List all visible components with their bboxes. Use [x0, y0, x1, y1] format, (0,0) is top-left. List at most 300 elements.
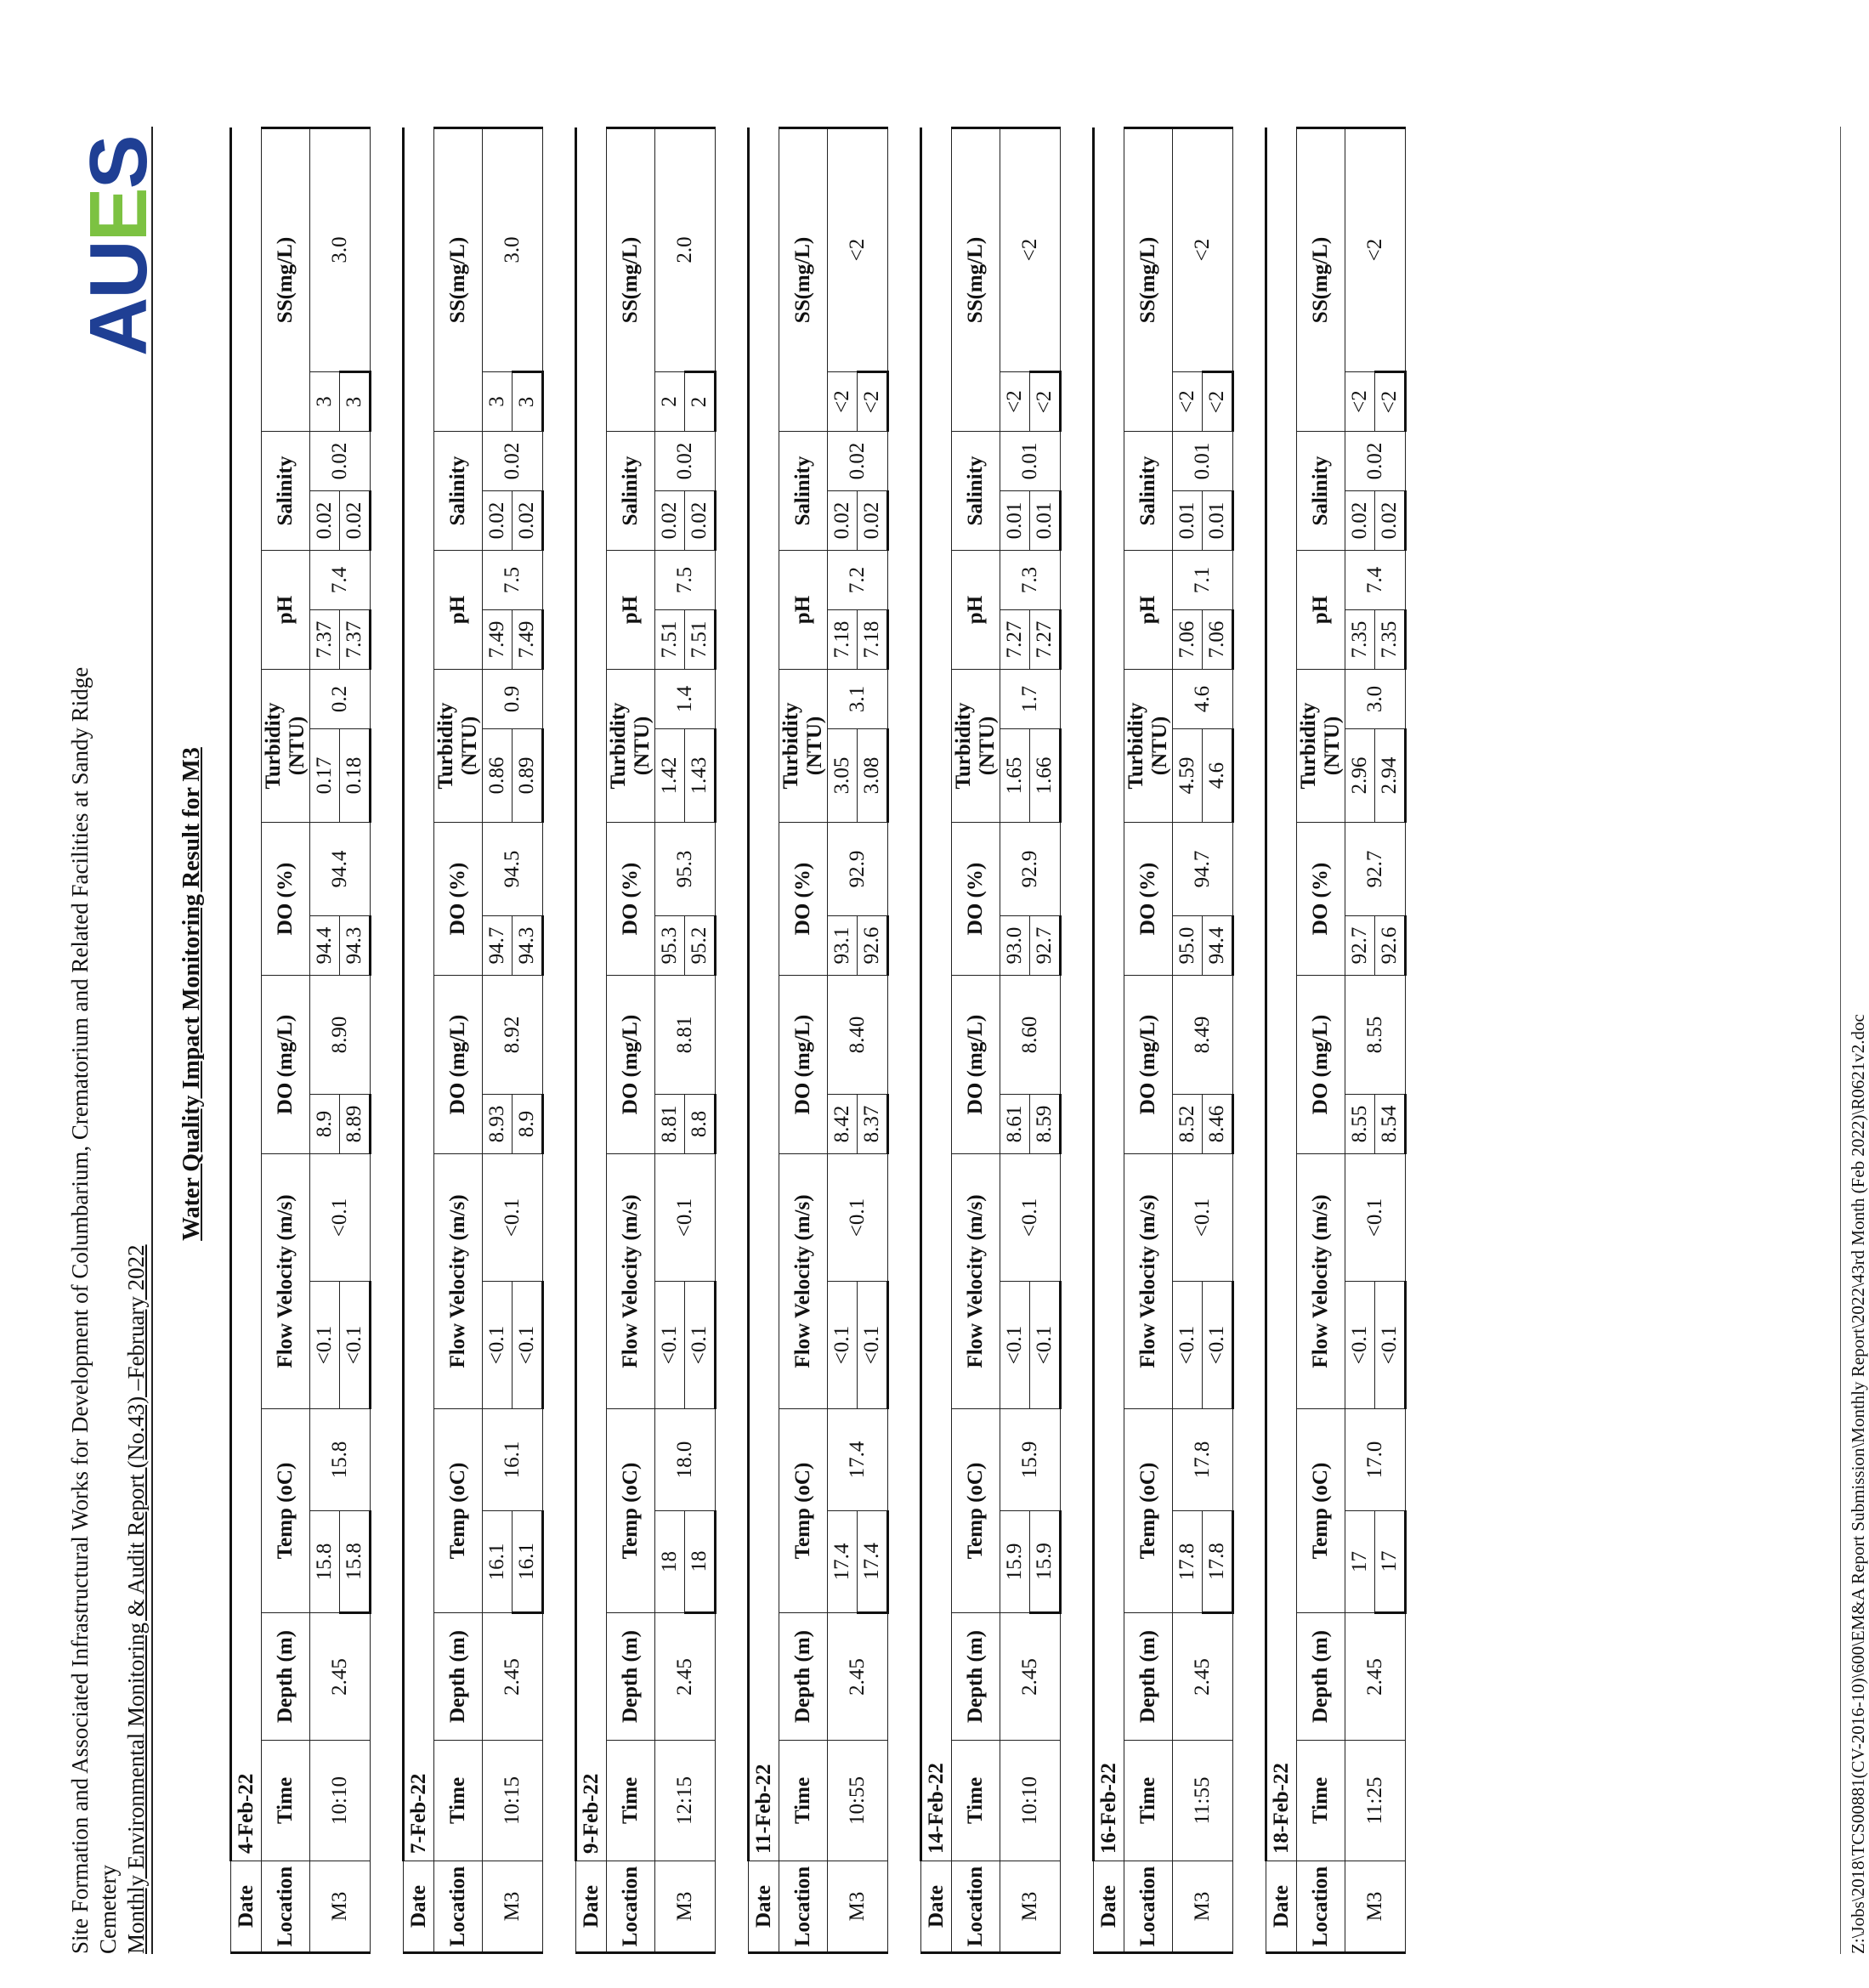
- temp-average: 18.0: [655, 1409, 716, 1511]
- do-mg-header: DO (mg/L): [779, 976, 828, 1154]
- ph-reading-1: 7.06: [1173, 610, 1203, 670]
- turbidity-reading-1: 0.86: [483, 729, 513, 823]
- ph-reading-2: 7.27: [1030, 610, 1061, 670]
- flow-average: <0.1: [483, 1154, 543, 1282]
- location-header: Location: [434, 1861, 483, 1953]
- do-pct-average: 95.3: [655, 823, 716, 916]
- do-pct-reading-2: 92.7: [1030, 916, 1061, 976]
- temp-header: Temp (oC): [1124, 1409, 1173, 1613]
- salinity-reading-2: 0.02: [685, 491, 716, 551]
- temp-reading-2: 15.9: [1030, 1511, 1061, 1613]
- depth-header: Depth (m): [1297, 1613, 1345, 1741]
- do-pct-reading-1: 93.0: [1000, 916, 1030, 976]
- salinity-average: 0.02: [828, 432, 888, 491]
- salinity-reading-1: 0.02: [828, 491, 858, 551]
- time-value: 11:55: [1173, 1741, 1233, 1861]
- do-pct-reading-2: 94.4: [1203, 916, 1233, 976]
- location-header: Location: [607, 1861, 655, 1953]
- salinity-average: 0.02: [483, 432, 543, 491]
- turbidity-header: Turbidity (NTU): [1124, 670, 1173, 823]
- do-mg-reading-2: 8.89: [340, 1095, 371, 1154]
- temp-average: 17.0: [1345, 1409, 1406, 1511]
- do-pct-reading-2: 92.6: [858, 916, 888, 976]
- do-mg-reading-2: 8.37: [858, 1095, 888, 1154]
- salinity-reading-1: 0.01: [1173, 491, 1203, 551]
- logo-letter-e: E: [73, 189, 164, 242]
- ph-average: 7.1: [1173, 551, 1233, 610]
- ss-reading-1: <2: [828, 372, 858, 432]
- do-mg-reading-1: 8.61: [1000, 1095, 1030, 1154]
- monitoring-table: [402, 127, 544, 1954]
- turbidity-average: 3.0: [1345, 670, 1406, 729]
- time-header: Time: [607, 1741, 655, 1861]
- salinity-reading-1: 0.02: [483, 491, 513, 551]
- do-pct-average: 94.4: [310, 823, 371, 916]
- do-mg-reading-1: 8.93: [483, 1095, 513, 1154]
- ss-reading-1: 3: [483, 372, 513, 432]
- turbidity-reading-1: 0.17: [310, 729, 340, 823]
- ph-header: pH: [779, 551, 828, 670]
- flow-average: <0.1: [1173, 1154, 1233, 1282]
- date-value: 7-Feb-22: [404, 128, 434, 1861]
- ss-reading-2: <2: [1203, 372, 1233, 432]
- temp-reading-2: 17.8: [1203, 1511, 1233, 1613]
- ph-reading-1: 7.35: [1345, 610, 1375, 670]
- time-value: 10:10: [310, 1741, 371, 1861]
- temp-reading-2: 18: [685, 1511, 716, 1613]
- time-value: 10:15: [483, 1741, 543, 1861]
- depth-value: 2.45: [1345, 1613, 1406, 1741]
- do-mg-average: 8.55: [1345, 976, 1406, 1095]
- ss-average: <2: [1173, 128, 1233, 372]
- do-pct-header: DO (%): [262, 823, 310, 976]
- flow-reading-2: <0.1: [513, 1282, 543, 1409]
- turbidity-reading-1: 4.59: [1173, 729, 1203, 823]
- flow-header: Flow Velocity (m/s): [779, 1154, 828, 1409]
- ph-reading-2: 7.37: [340, 610, 371, 670]
- monitoring-table: [575, 127, 716, 1954]
- turbidity-header: Turbidity (NTU): [1297, 670, 1345, 823]
- ph-header: pH: [1297, 551, 1345, 670]
- salinity-header: Salinity: [262, 432, 310, 551]
- turbidity-average: 1.7: [1000, 670, 1061, 729]
- flow-reading-1: <0.1: [483, 1282, 513, 1409]
- depth-header: Depth (m): [779, 1613, 828, 1741]
- location-header: Location: [1124, 1861, 1173, 1953]
- ph-reading-1: 7.27: [1000, 610, 1030, 670]
- turbidity-reading-2: 0.18: [340, 729, 371, 823]
- do-mg-header: DO (mg/L): [952, 976, 1000, 1154]
- do-mg-reading-2: 8.46: [1203, 1095, 1233, 1154]
- ss-header: SS(mg/L): [607, 128, 655, 432]
- depth-value: 2.45: [483, 1613, 543, 1741]
- logo-letter-u: U: [73, 241, 164, 299]
- temp-average: 15.8: [310, 1409, 371, 1511]
- ss-reading-2: <2: [1375, 372, 1406, 432]
- time-header: Time: [1297, 1741, 1345, 1861]
- ph-average: 7.4: [1345, 551, 1406, 610]
- do-pct-reading-1: 95.0: [1173, 916, 1203, 976]
- flow-header: Flow Velocity (m/s): [434, 1154, 483, 1409]
- location-value: M3: [655, 1861, 716, 1953]
- do-mg-header: DO (mg/L): [262, 976, 310, 1154]
- salinity-reading-1: 0.02: [310, 491, 340, 551]
- flow-reading-1: <0.1: [655, 1282, 685, 1409]
- ss-reading-2: 2: [685, 372, 716, 432]
- salinity-average: 0.02: [1345, 432, 1406, 491]
- turbidity-average: 0.9: [483, 670, 543, 729]
- time-header: Time: [1124, 1741, 1173, 1861]
- location-value: M3: [1173, 1861, 1233, 1953]
- location-header: Location: [1297, 1861, 1345, 1953]
- do-pct-reading-1: 95.3: [655, 916, 685, 976]
- do-mg-average: 8.81: [655, 976, 716, 1095]
- ss-header: SS(mg/L): [434, 128, 483, 432]
- ss-average: <2: [1345, 128, 1406, 372]
- do-pct-average: 92.7: [1345, 823, 1406, 916]
- ss-average: 3.0: [483, 128, 543, 372]
- salinity-average: 0.02: [655, 432, 716, 491]
- depth-value: 2.45: [828, 1613, 888, 1741]
- ph-average: 7.3: [1000, 551, 1061, 610]
- date-value: 4-Feb-22: [231, 128, 262, 1861]
- ph-reading-1: 7.37: [310, 610, 340, 670]
- do-pct-header: DO (%): [1297, 823, 1345, 976]
- location-value: M3: [483, 1861, 543, 1953]
- flow-reading-2: <0.1: [1203, 1282, 1233, 1409]
- date-value: 16-Feb-22: [1094, 128, 1124, 1861]
- depth-value: 2.45: [655, 1613, 716, 1741]
- date-label: Date: [576, 1861, 607, 1953]
- ss-average: 2.0: [655, 128, 716, 372]
- depth-header: Depth (m): [434, 1613, 483, 1741]
- turbidity-reading-2: 1.43: [685, 729, 716, 823]
- monitoring-tables: [229, 127, 1437, 1954]
- do-mg-average: 8.90: [310, 976, 371, 1095]
- flow-reading-2: <0.1: [1375, 1282, 1406, 1409]
- turbidity-average: 4.6: [1173, 670, 1233, 729]
- date-label: Date: [231, 1861, 262, 1953]
- temp-average: 15.9: [1000, 1409, 1061, 1511]
- footer: [1840, 127, 1869, 1954]
- monitoring-table: [229, 127, 371, 1954]
- location-header: Location: [262, 1861, 310, 1953]
- salinity-header: Salinity: [779, 432, 828, 551]
- do-pct-reading-1: 92.7: [1345, 916, 1375, 976]
- date-label: Date: [921, 1861, 952, 1953]
- ss-reading-2: 3: [513, 372, 543, 432]
- location-value: M3: [1000, 1861, 1061, 1953]
- salinity-reading-2: 0.01: [1030, 491, 1061, 551]
- do-mg-header: DO (mg/L): [434, 976, 483, 1154]
- ph-header: pH: [434, 551, 483, 670]
- do-mg-reading-1: 8.52: [1173, 1095, 1203, 1154]
- ph-average: 7.2: [828, 551, 888, 610]
- temp-average: 17.4: [828, 1409, 888, 1511]
- do-mg-reading-1: 8.9: [310, 1095, 340, 1154]
- temp-reading-2: 17.4: [858, 1511, 888, 1613]
- do-pct-average: 92.9: [1000, 823, 1061, 916]
- date-value: 18-Feb-22: [1266, 128, 1297, 1861]
- footer-file-path: Z:\Jobs\2018\TCS00881(CV-2016-10)\600\EM&A Report Submission\Monthly Report\2022\43rd Month (Feb 2022)\R0621v2.doc: [1848, 1014, 1868, 1954]
- flow-header: Flow Velocity (m/s): [262, 1154, 310, 1409]
- ss-reading-2: <2: [1030, 372, 1061, 432]
- turbidity-average: 1.4: [655, 670, 716, 729]
- date-label: Date: [749, 1861, 779, 1953]
- ss-reading-1: <2: [1173, 372, 1203, 432]
- do-pct-header: DO (%): [607, 823, 655, 976]
- depth-header: Depth (m): [952, 1613, 1000, 1741]
- monitoring-table: [747, 127, 889, 1954]
- turbidity-reading-2: 0.89: [513, 729, 543, 823]
- flow-reading-2: <0.1: [685, 1282, 716, 1409]
- turbidity-header: Turbidity (NTU): [607, 670, 655, 823]
- turbidity-reading-1: 1.65: [1000, 729, 1030, 823]
- flow-reading-2: <0.1: [340, 1282, 371, 1409]
- temp-header: Temp (oC): [952, 1409, 1000, 1613]
- temp-reading-1: 16.1: [483, 1511, 513, 1613]
- ph-reading-1: 7.18: [828, 610, 858, 670]
- page-title: Water Quality Impact Monitoring Result for M3: [178, 747, 205, 1241]
- turbidity-reading-1: 2.96: [1345, 729, 1375, 823]
- ss-reading-1: <2: [1000, 372, 1030, 432]
- date-label: Date: [404, 1861, 434, 1953]
- flow-reading-2: <0.1: [858, 1282, 888, 1409]
- ph-header: pH: [1124, 551, 1173, 670]
- ph-average: 7.5: [655, 551, 716, 610]
- turbidity-header: Turbidity (NTU): [779, 670, 828, 823]
- do-mg-average: 8.49: [1173, 976, 1233, 1095]
- temp-header: Temp (oC): [262, 1409, 310, 1613]
- salinity-reading-2: 0.02: [1375, 491, 1406, 551]
- salinity-average: 0.02: [310, 432, 371, 491]
- date-label: Date: [1094, 1861, 1124, 1953]
- flow-header: Flow Velocity (m/s): [607, 1154, 655, 1409]
- header-rule: [151, 127, 153, 1954]
- time-header: Time: [434, 1741, 483, 1861]
- monitoring-table: [920, 127, 1062, 1954]
- salinity-header: Salinity: [1124, 432, 1173, 551]
- temp-header: Temp (oC): [1297, 1409, 1345, 1613]
- ph-reading-2: 7.51: [685, 610, 716, 670]
- depth-value: 2.45: [1000, 1613, 1061, 1741]
- time-header: Time: [262, 1741, 310, 1861]
- flow-reading-1: <0.1: [310, 1282, 340, 1409]
- location-value: M3: [310, 1861, 371, 1953]
- do-pct-average: 94.7: [1173, 823, 1233, 916]
- depth-value: 2.45: [310, 1613, 371, 1741]
- do-mg-header: DO (mg/L): [1124, 976, 1173, 1154]
- do-pct-header: DO (%): [434, 823, 483, 976]
- flow-header: Flow Velocity (m/s): [1297, 1154, 1345, 1409]
- ss-reading-2: <2: [858, 372, 888, 432]
- depth-header: Depth (m): [262, 1613, 310, 1741]
- salinity-header: Salinity: [952, 432, 1000, 551]
- time-value: 12:15: [655, 1741, 716, 1861]
- do-mg-reading-1: 8.55: [1345, 1095, 1375, 1154]
- do-pct-reading-2: 92.6: [1375, 916, 1406, 976]
- turbidity-average: 0.2: [310, 670, 371, 729]
- do-mg-average: 8.40: [828, 976, 888, 1095]
- salinity-header: Salinity: [1297, 432, 1345, 551]
- flow-header: Flow Velocity (m/s): [1124, 1154, 1173, 1409]
- temp-reading-2: 17: [1375, 1511, 1406, 1613]
- depth-value: 2.45: [1173, 1613, 1233, 1741]
- flow-reading-1: <0.1: [1000, 1282, 1030, 1409]
- flow-average: <0.1: [655, 1154, 716, 1282]
- do-pct-reading-2: 94.3: [340, 916, 371, 976]
- ss-header: SS(mg/L): [262, 128, 310, 432]
- turbidity-header: Turbidity (NTU): [952, 670, 1000, 823]
- date-value: 9-Feb-22: [576, 128, 607, 1861]
- do-pct-average: 94.5: [483, 823, 543, 916]
- salinity-average: 0.01: [1000, 432, 1061, 491]
- ph-header: pH: [607, 551, 655, 670]
- do-pct-reading-2: 95.2: [685, 916, 716, 976]
- do-mg-reading-2: 8.54: [1375, 1095, 1406, 1154]
- turbidity-reading-1: 1.42: [655, 729, 685, 823]
- turbidity-reading-2: 2.94: [1375, 729, 1406, 823]
- turbidity-header: Turbidity (NTU): [434, 670, 483, 823]
- salinity-reading-1: 0.02: [655, 491, 685, 551]
- location-value: M3: [828, 1861, 888, 1953]
- do-mg-reading-1: 8.81: [655, 1095, 685, 1154]
- ss-header: SS(mg/L): [779, 128, 828, 432]
- time-value: 10:10: [1000, 1741, 1061, 1861]
- temp-header: Temp (oC): [779, 1409, 828, 1613]
- ph-header: pH: [952, 551, 1000, 670]
- flow-average: <0.1: [1345, 1154, 1406, 1282]
- ss-header: SS(mg/L): [1124, 128, 1173, 432]
- salinity-reading-2: 0.02: [513, 491, 543, 551]
- flow-reading-1: <0.1: [828, 1282, 858, 1409]
- turbidity-reading-2: 3.08: [858, 729, 888, 823]
- do-mg-header: DO (mg/L): [607, 976, 655, 1154]
- turbidity-reading-2: 1.66: [1030, 729, 1061, 823]
- ph-reading-2: 7.35: [1375, 610, 1406, 670]
- header-line-1: Site Formation and Associated Infrastructural Works for Development of Columbarium, Crematorium and Related Facilities at Sandy Ridge: [67, 666, 93, 1954]
- do-pct-reading-1: 94.7: [483, 916, 513, 976]
- temp-reading-2: 15.8: [340, 1511, 371, 1613]
- ph-reading-1: 7.51: [655, 610, 685, 670]
- ss-average: 3.0: [310, 128, 371, 372]
- monitoring-table: [1092, 127, 1234, 1954]
- do-mg-reading-2: 8.8: [685, 1095, 716, 1154]
- temp-header: Temp (oC): [434, 1409, 483, 1613]
- ss-reading-2: 3: [340, 372, 371, 432]
- do-pct-header: DO (%): [1124, 823, 1173, 976]
- do-pct-header: DO (%): [952, 823, 1000, 976]
- ph-reading-1: 7.49: [483, 610, 513, 670]
- do-mg-reading-2: 8.59: [1030, 1095, 1061, 1154]
- do-mg-header: DO (mg/L): [1297, 976, 1345, 1154]
- flow-average: <0.1: [1000, 1154, 1061, 1282]
- flow-header: Flow Velocity (m/s): [952, 1154, 1000, 1409]
- ss-header: SS(mg/L): [952, 128, 1000, 432]
- time-value: 10:55: [828, 1741, 888, 1861]
- ph-average: 7.4: [310, 551, 371, 610]
- flow-average: <0.1: [828, 1154, 888, 1282]
- ss-reading-1: 2: [655, 372, 685, 432]
- salinity-reading-1: 0.02: [1345, 491, 1375, 551]
- salinity-reading-2: 0.02: [340, 491, 371, 551]
- ss-average: <2: [1000, 128, 1061, 372]
- depth-header: Depth (m): [607, 1613, 655, 1741]
- salinity-reading-2: 0.02: [858, 491, 888, 551]
- date-value: 14-Feb-22: [921, 128, 952, 1861]
- date-label: Date: [1266, 1861, 1297, 1953]
- location-value: M3: [1345, 1861, 1406, 1953]
- do-pct-average: 92.9: [828, 823, 888, 916]
- salinity-reading-1: 0.01: [1000, 491, 1030, 551]
- logo-letter-s: S: [73, 136, 164, 190]
- temp-average: 16.1: [483, 1409, 543, 1511]
- do-mg-average: 8.92: [483, 976, 543, 1095]
- temp-reading-1: 17.8: [1173, 1511, 1203, 1613]
- temp-reading-1: 17: [1345, 1511, 1375, 1613]
- ss-reading-1: <2: [1345, 372, 1375, 432]
- ss-average: <2: [828, 128, 888, 372]
- ph-header: pH: [262, 551, 310, 670]
- ss-header: SS(mg/L): [1297, 128, 1345, 432]
- salinity-header: Salinity: [434, 432, 483, 551]
- ph-average: 7.5: [483, 551, 543, 610]
- time-header: Time: [952, 1741, 1000, 1861]
- do-mg-reading-1: 8.42: [828, 1095, 858, 1154]
- turbidity-average: 3.1: [828, 670, 888, 729]
- depth-header: Depth (m): [1124, 1613, 1173, 1741]
- logo-letter-a: A: [73, 298, 164, 356]
- time-value: 11:25: [1345, 1741, 1406, 1861]
- temp-reading-1: 15.9: [1000, 1511, 1030, 1613]
- ph-reading-2: 7.49: [513, 610, 543, 670]
- flow-average: <0.1: [310, 1154, 371, 1282]
- turbidity-reading-1: 3.05: [828, 729, 858, 823]
- do-pct-reading-2: 94.3: [513, 916, 543, 976]
- salinity-reading-2: 0.01: [1203, 491, 1233, 551]
- do-pct-reading-1: 94.4: [310, 916, 340, 976]
- ph-reading-2: 7.06: [1203, 610, 1233, 670]
- flow-reading-1: <0.1: [1173, 1282, 1203, 1409]
- date-value: 11-Feb-22: [749, 128, 779, 1861]
- temp-reading-1: 18: [655, 1511, 685, 1613]
- do-mg-average: 8.60: [1000, 976, 1061, 1095]
- ss-reading-1: 3: [310, 372, 340, 432]
- monitoring-table: [1265, 127, 1407, 1954]
- location-header: Location: [779, 1861, 828, 1953]
- do-mg-reading-2: 8.9: [513, 1095, 543, 1154]
- temp-header: Temp (oC): [607, 1409, 655, 1613]
- do-pct-reading-1: 93.1: [828, 916, 858, 976]
- report-header: [66, 169, 150, 1954]
- salinity-header: Salinity: [607, 432, 655, 551]
- temp-average: 17.8: [1173, 1409, 1233, 1511]
- location-header: Location: [952, 1861, 1000, 1953]
- header-line-2: Cemetery: [95, 1865, 121, 1954]
- header-line-3: Monthly Environmental Monitoring & Audit Report (No.43) –February 2022: [123, 1244, 149, 1954]
- turbidity-reading-2: 4.6: [1203, 729, 1233, 823]
- time-header: Time: [779, 1741, 828, 1861]
- flow-reading-2: <0.1: [1030, 1282, 1061, 1409]
- turbidity-header: Turbidity (NTU): [262, 670, 310, 823]
- temp-reading-1: 15.8: [310, 1511, 340, 1613]
- ph-reading-2: 7.18: [858, 610, 888, 670]
- temp-reading-1: 17.4: [828, 1511, 858, 1613]
- temp-reading-2: 16.1: [513, 1511, 543, 1613]
- aues-logo: [73, 136, 164, 356]
- do-pct-header: DO (%): [779, 823, 828, 976]
- flow-reading-1: <0.1: [1345, 1282, 1375, 1409]
